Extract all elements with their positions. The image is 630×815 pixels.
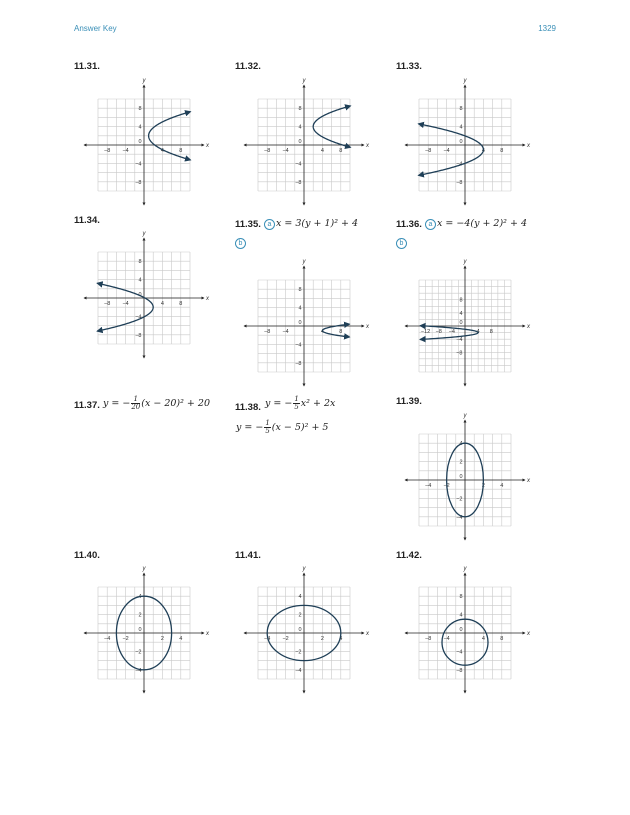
problem-number: 11.34 [74, 215, 98, 226]
problem-11-38-equation-2 [236, 420, 328, 435]
x-tick-label: 4 [320, 148, 324, 154]
problem-number: 11.39 [396, 396, 420, 407]
x-tick-label: 8 [179, 148, 183, 154]
x-tick-label: 2 [320, 636, 324, 642]
y-tick-label: −2 [295, 649, 302, 656]
problem-number: 11.37 [74, 400, 98, 411]
problem-dot: . [97, 400, 100, 411]
y-tick-label: 8 [138, 106, 142, 113]
graph-11-36 [405, 259, 530, 386]
x-tick-label: −12 [420, 329, 431, 335]
x-tick-label: −4 [104, 636, 111, 642]
x-tick-label: −8 [264, 329, 271, 335]
fraction [131, 396, 140, 411]
x-tick-label: 8 [500, 148, 504, 154]
eq-tail: x² + 2x [300, 398, 336, 409]
x-tick-label: −2 [282, 636, 289, 642]
problem-dot: . [419, 61, 422, 72]
x-tick-label: 4 [339, 636, 343, 642]
problem-11-35-part-b [232, 238, 249, 249]
x-tick-label: −4 [425, 483, 432, 489]
x-axis-label: x [527, 631, 530, 637]
x-tick-label: 4 [160, 301, 164, 307]
eq-lead: y = − [236, 422, 264, 433]
header-page-number: 1329 [538, 24, 556, 33]
problem-11-39-label [396, 396, 422, 407]
x-tick-label: −8 [435, 329, 442, 335]
fraction [264, 420, 270, 435]
origin-label: 0 [138, 139, 142, 145]
x-axis-label: x [366, 631, 369, 637]
y-tick-label: 8 [459, 594, 463, 601]
y-tick-label: −8 [295, 179, 302, 186]
problem-number: 11.40 [74, 550, 98, 561]
x-tick-label: −8 [425, 636, 432, 642]
problem-dot: . [97, 550, 100, 561]
y-tick-label: 4 [459, 612, 463, 619]
y-tick-label: 8 [298, 106, 302, 113]
y-tick-label: −8 [456, 179, 463, 186]
problem-11-37-label [74, 400, 100, 411]
problem-11-35-label [235, 219, 278, 230]
graph-11-42 [405, 566, 530, 693]
problem-dot: . [258, 61, 261, 72]
problem-dot: . [97, 61, 100, 72]
problem-11-32-label [235, 61, 261, 72]
y-tick-label: 8 [459, 106, 463, 113]
problem-dot: . [258, 219, 261, 230]
problem-11-36-equation: x = −4(y + 2)² + 4 [437, 218, 528, 229]
y-axis-label: y [463, 413, 467, 419]
y-tick-label: −4 [456, 161, 463, 168]
problem-11-36-part-b [393, 238, 410, 249]
y-axis-label: y [302, 259, 306, 265]
x-tick-label: −8 [104, 301, 111, 307]
y-tick-label: 8 [459, 297, 463, 304]
x-axis-label: x [206, 143, 209, 149]
y-axis-label: y [463, 259, 467, 265]
fraction-numerator: 1 [294, 395, 299, 403]
problem-11-33-label [396, 61, 422, 72]
problem-dot: . [258, 550, 261, 561]
x-tick-label: −8 [104, 148, 111, 154]
origin-label: 0 [138, 627, 142, 633]
graph-11-39 [405, 413, 530, 540]
x-axis-label: x [366, 324, 369, 330]
problem-number: 11.35 [235, 219, 259, 230]
x-tick-label: −4 [264, 636, 271, 642]
y-tick-label: −4 [295, 342, 302, 349]
origin-label: 0 [298, 320, 302, 326]
y-tick-label: −4 [295, 667, 302, 674]
x-tick-label: 4 [320, 329, 324, 335]
y-tick-label: −8 [456, 350, 463, 357]
y-axis-label: y [302, 566, 306, 572]
origin-label: 0 [298, 139, 302, 145]
graph-11-35 [244, 259, 369, 386]
problem-11-38-equation-1 [265, 396, 335, 411]
problem-11-35-equation: x = 3(y + 1)² + 4 [276, 218, 359, 229]
problem-dot: . [419, 396, 422, 407]
x-axis-label: x [527, 478, 530, 484]
y-tick-label: 8 [298, 287, 302, 294]
origin-label: 0 [138, 292, 142, 298]
problem-number: 11.41 [235, 550, 259, 561]
graph-11-41 [244, 566, 369, 693]
y-axis-label: y [302, 78, 306, 84]
problem-number: 11.32 [235, 61, 259, 72]
y-tick-label: 4 [138, 277, 142, 284]
y-tick-label: −2 [135, 649, 142, 656]
x-tick-label: 4 [476, 329, 480, 335]
x-tick-label: 8 [500, 636, 504, 642]
problem-11-37-equation [103, 396, 210, 411]
x-tick-label: −4 [282, 148, 289, 154]
x-tick-label: −4 [122, 301, 129, 307]
problem-number: 11.36 [396, 219, 420, 230]
x-tick-label: 2 [160, 636, 164, 642]
y-tick-label: −4 [135, 314, 142, 321]
graph-11-33 [405, 78, 530, 205]
y-tick-label: 2 [138, 612, 142, 619]
problem-number: 11.42 [396, 550, 420, 561]
problem-11-41-label [235, 550, 261, 561]
x-tick-label: 8 [339, 148, 343, 154]
y-axis-label: y [142, 78, 146, 84]
y-tick-label: −4 [135, 161, 142, 168]
y-tick-label: −8 [135, 179, 142, 186]
y-tick-label: −2 [456, 496, 463, 503]
y-tick-label: 4 [459, 441, 463, 448]
x-tick-label: −4 [443, 636, 450, 642]
fraction-denominator: 20 [131, 403, 141, 411]
part-b-marker: b [396, 238, 407, 249]
eq-lead: y = − [265, 398, 293, 409]
origin-label: 0 [298, 627, 302, 633]
problem-11-42-label [396, 550, 422, 561]
origin-label: 0 [459, 139, 463, 145]
y-tick-label: 4 [298, 305, 302, 312]
x-tick-label: 4 [179, 636, 183, 642]
part-a-marker: a [264, 219, 275, 230]
graph-11-32 [244, 78, 369, 205]
x-axis-label: x [527, 324, 530, 330]
y-axis-label: y [142, 231, 146, 237]
problem-number: 11.38 [235, 402, 259, 413]
fraction-denominator: 5 [294, 403, 299, 411]
x-tick-label: 2 [481, 483, 485, 489]
y-tick-label: 4 [459, 310, 463, 317]
y-tick-label: 2 [298, 612, 302, 619]
x-tick-label: −2 [122, 636, 129, 642]
y-tick-label: −8 [456, 667, 463, 674]
y-tick-label: −4 [456, 649, 463, 656]
y-tick-label: −4 [135, 667, 142, 674]
y-tick-label: −4 [456, 514, 463, 521]
x-tick-label: −2 [443, 483, 450, 489]
x-axis-label: x [206, 631, 209, 637]
eq-tail: (x − 5)² + 5 [271, 422, 329, 433]
y-axis-label: y [142, 566, 146, 572]
y-tick-label: −8 [295, 360, 302, 367]
y-axis-label: y [463, 78, 467, 84]
problem-dot: . [258, 402, 261, 413]
part-b-marker: b [235, 238, 246, 249]
y-tick-label: 4 [298, 594, 302, 601]
x-tick-label: −4 [282, 329, 289, 335]
problem-number: 11.33 [396, 61, 420, 72]
problem-11-40-label [74, 550, 100, 561]
fraction-numerator: 1 [131, 396, 140, 404]
part-a-marker: a [425, 219, 436, 230]
x-tick-label: 4 [481, 148, 485, 154]
x-tick-label: −4 [122, 148, 129, 154]
header-section-title: Answer Key [74, 24, 117, 33]
y-tick-label: 8 [138, 259, 142, 266]
y-tick-label: 4 [298, 124, 302, 131]
x-axis-label: x [206, 296, 209, 302]
graph-11-34 [84, 231, 209, 358]
y-tick-label: 4 [138, 594, 142, 601]
origin-label: 0 [459, 627, 463, 633]
problem-dot: . [419, 550, 422, 561]
x-axis-label: x [366, 143, 369, 149]
x-tick-label: 4 [160, 148, 164, 154]
origin-label: 0 [459, 320, 463, 326]
problem-dot: . [419, 219, 422, 230]
x-tick-label: 8 [489, 329, 493, 335]
x-tick-label: 4 [500, 483, 504, 489]
y-axis-label: y [463, 566, 467, 572]
x-tick-label: −8 [264, 148, 271, 154]
y-tick-label: 4 [138, 124, 142, 131]
graph-11-40 [84, 566, 209, 693]
y-tick-label: −4 [295, 161, 302, 168]
x-tick-label: −8 [425, 148, 432, 154]
x-axis-label: x [527, 143, 530, 149]
x-tick-label: −4 [448, 329, 455, 335]
graph-11-31 [84, 78, 209, 205]
y-tick-label: −4 [456, 337, 463, 344]
problem-11-38-label [235, 402, 261, 413]
eq-tail: (x − 20)² + 20 [141, 398, 211, 409]
y-tick-label: 4 [459, 124, 463, 131]
y-tick-label: −8 [135, 332, 142, 339]
problem-dot: . [97, 215, 100, 226]
eq-lead: y = − [103, 398, 131, 409]
fraction-denominator: 5 [265, 427, 270, 435]
problem-number: 11.31 [74, 61, 98, 72]
problem-11-36-label [396, 219, 439, 230]
x-tick-label: 8 [339, 329, 343, 335]
x-tick-label: 4 [481, 636, 485, 642]
y-tick-label: 2 [459, 459, 463, 466]
x-tick-label: 8 [179, 301, 183, 307]
x-tick-label: −4 [443, 148, 450, 154]
fraction-numerator: 1 [265, 419, 270, 427]
problem-11-34-label [74, 215, 100, 226]
problem-11-31-label [74, 61, 100, 72]
origin-label: 0 [459, 474, 463, 480]
fraction [293, 396, 299, 411]
